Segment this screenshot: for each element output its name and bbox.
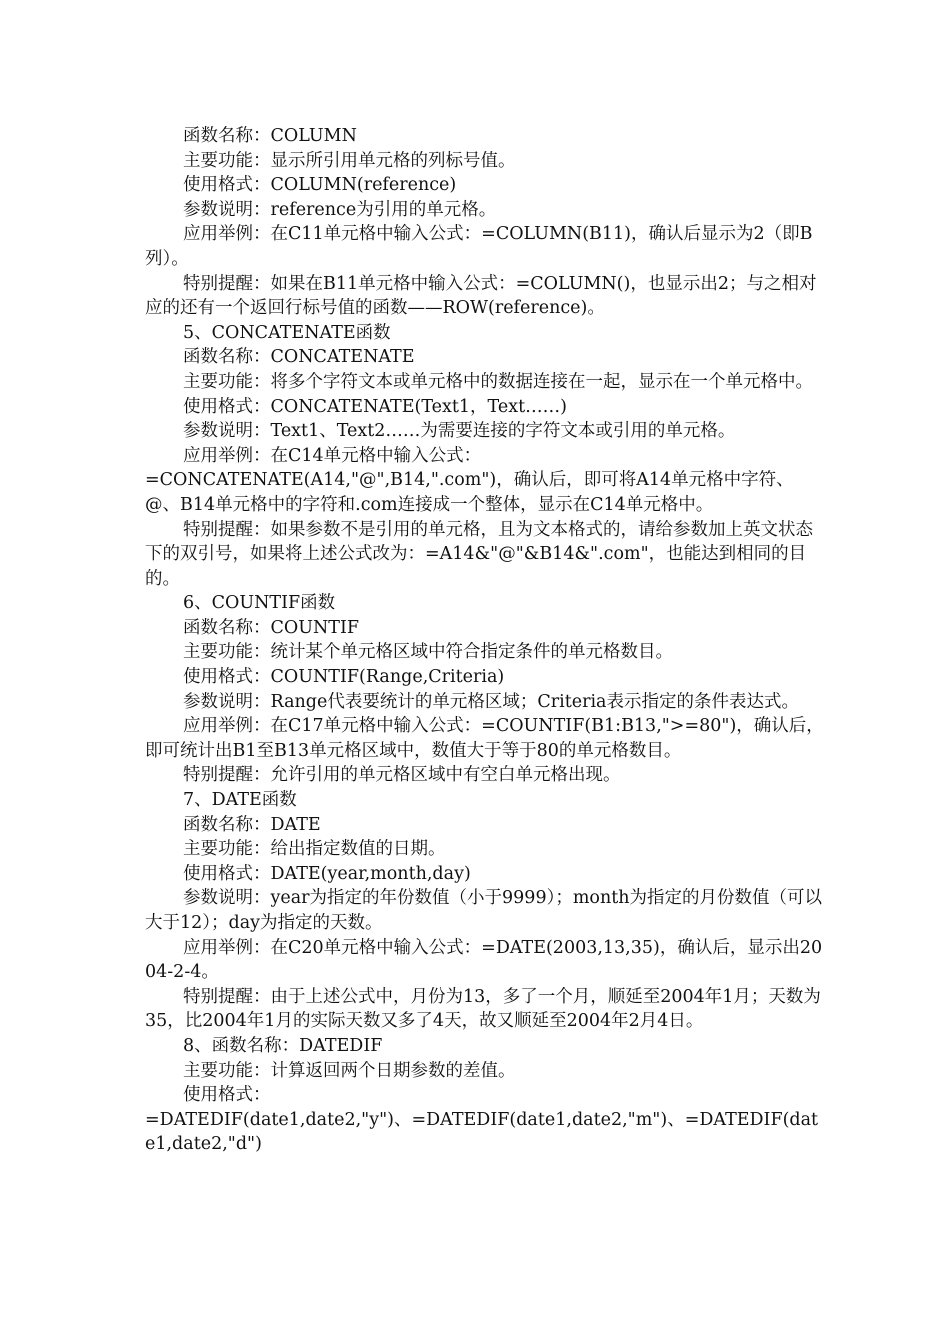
paragraph: 使用格式：DATE(year,month,day) bbox=[183, 863, 471, 884]
paragraph: 参数说明：year为指定的年份数值（小于9999）；month为指定的月份数值（可以大于12）；day为指定的天数。 bbox=[145, 888, 823, 933]
paragraph: 使用格式：CONCATENATE(Text1，Text……) bbox=[183, 396, 567, 417]
section-heading: 6、COUNTIF函数 bbox=[183, 593, 336, 614]
paragraph: 主要功能：统计某个单元格区域中符合指定条件的单元格数目。 bbox=[183, 642, 673, 663]
paragraph: 应用举例：在C17单元格中输入公式：=COUNTIF(B1:B13,">=80")，确认后，即可统计出B1至B13单元格区域中，数值大于等于80的单元格数目。 bbox=[145, 716, 824, 761]
paragraph: 参数说明：reference为引用的单元格。 bbox=[183, 199, 497, 220]
paragraph: =DATEDIF(date1,date2,"y")、=DATEDIF(date1,date2,"m")、=DATEDIF(date1,date2,"d") bbox=[145, 1109, 819, 1155]
paragraph: 主要功能：显示所引用单元格的列标号值。 bbox=[183, 150, 516, 171]
paragraph: 函数名称：DATE bbox=[183, 814, 321, 835]
paragraph: 特别提醒：允许引用的单元格区域中有空白单元格出现。 bbox=[183, 765, 621, 786]
paragraph: 主要功能：给出指定数值的日期。 bbox=[183, 839, 446, 860]
paragraph: 函数名称：COUNTIF bbox=[183, 617, 360, 638]
section-heading: 8、函数名称：DATEDIF bbox=[183, 1035, 383, 1056]
paragraph: 主要功能：计算返回两个日期参数的差值。 bbox=[183, 1060, 516, 1081]
paragraph: 使用格式：COUNTIF(Range,Criteria) bbox=[183, 667, 505, 688]
paragraph: 特别提醒：由于上述公式中，月份为13，多了一个月，顺延至2004年1月；天数为35，比2004年1月的实际天数又多了4天，故又顺延至2004年2月4日。 bbox=[145, 986, 821, 1032]
paragraph: 应用举例：在C11单元格中输入公式：=COLUMN(B11)，确认后显示为2（即B列）。 bbox=[145, 224, 813, 269]
paragraph: 特别提醒：如果在B11单元格中输入公式：=COLUMN()，也显示出2；与之相对应的还有一个返回行标号值的函数——ROW(reference)。 bbox=[145, 273, 817, 319]
paragraph: 使用格式： bbox=[183, 1085, 271, 1106]
paragraph: 应用举例：在C14单元格中输入公式： bbox=[183, 445, 482, 466]
section-heading: 5、CONCATENATE函数 bbox=[183, 322, 391, 343]
paragraph: 使用格式：COLUMN(reference) bbox=[183, 175, 457, 196]
paragraph: =CONCATENATE(A14,"@",B14,".com")，确认后，即可将A14单元格中字符、@、B14单元格中的字符和.com连接成一个整体，显示在C14单元格中。 bbox=[145, 470, 794, 515]
paragraph: 应用举例：在C20单元格中输入公式：=DATE(2003,13,35)，确认后，显示出2004-2-4。 bbox=[145, 937, 823, 983]
paragraph: 特别提醒：如果参数不是引用的单元格，且为文本格式的，请给参数加上英文状态下的双引号，如果将上述公式改为：=A14&"@"&B14&".com"，也能达到相同的目的。 bbox=[145, 519, 813, 589]
document-body bbox=[145, 124, 825, 1157]
paragraph: 函数名称：COLUMN bbox=[183, 126, 357, 146]
paragraph: 参数说明：Range代表要统计的单元格区域；Criteria表示指定的条件表达式。 bbox=[183, 691, 799, 712]
paragraph: 参数说明：Text1、Text2……为需要连接的字符文本或引用的单元格。 bbox=[183, 421, 736, 442]
section-heading: 7、DATE函数 bbox=[183, 790, 297, 811]
paragraph: 主要功能：将多个字符文本或单元格中的数据连接在一起，显示在一个单元格中。 bbox=[183, 371, 813, 392]
paragraph: 函数名称：CONCATENATE bbox=[183, 347, 415, 368]
